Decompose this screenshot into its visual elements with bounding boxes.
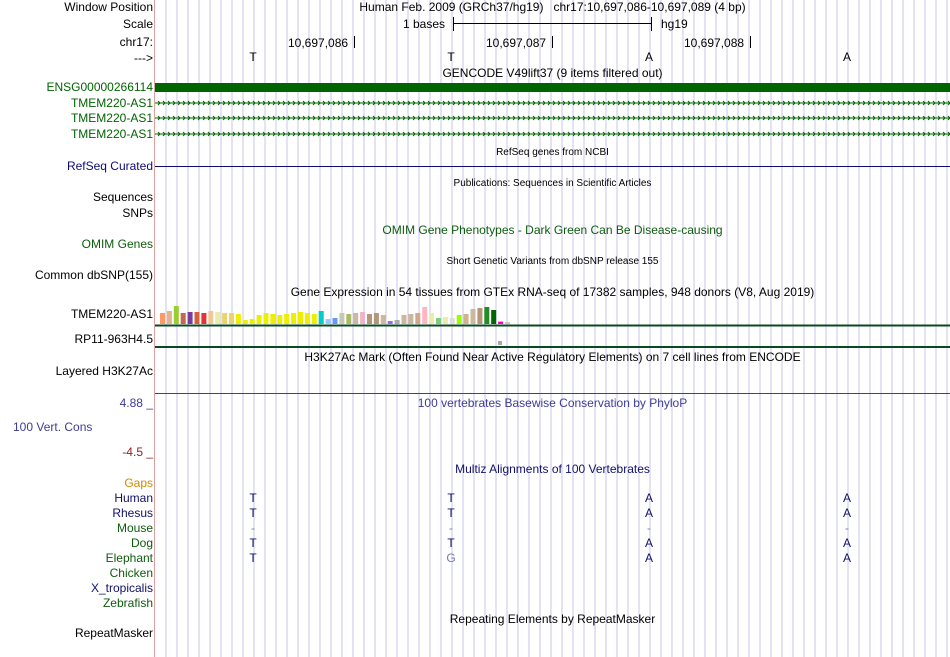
gtex-tissue-bar[interactable] <box>339 313 344 324</box>
refseq-line[interactable] <box>155 166 950 167</box>
gtex-tissue-bar[interactable] <box>498 322 503 324</box>
gtex-tissue-bar[interactable] <box>484 307 489 324</box>
gencode-gene-ensg[interactable]: ENSG00000266114 <box>46 80 153 94</box>
refseq-label[interactable]: RefSeq Curated <box>66 159 153 173</box>
gtex-gene-1-line[interactable] <box>155 325 950 327</box>
gencode-transcript-3[interactable]: TMEM220-AS1 <box>70 127 153 141</box>
coord-tick-2 <box>552 36 553 48</box>
gtex-small-bar[interactable] <box>498 341 502 345</box>
gtex-tissue-bar[interactable] <box>174 306 179 324</box>
gtex-tissue-bar[interactable] <box>367 314 372 324</box>
gtex-gene-1[interactable]: TMEM220-AS1 <box>70 307 153 321</box>
species-base: T <box>249 506 257 520</box>
h3k27ac-label[interactable]: Layered H3K27Ac <box>55 364 153 378</box>
gtex-tissue-bar[interactable] <box>181 313 186 324</box>
gtex-tissue-bar[interactable] <box>402 315 407 324</box>
gtex-tissue-bar[interactable] <box>229 313 234 324</box>
gencode-transcript-lines[interactable] <box>155 96 950 144</box>
species-base: T <box>249 536 257 550</box>
gtex-tissue-bar[interactable] <box>270 314 275 324</box>
gtex-tissue-bar[interactable] <box>471 309 476 324</box>
gtex-tissue-bar[interactable] <box>450 318 455 324</box>
gtex-tissue-bar[interactable] <box>277 315 282 324</box>
multiz-track-title[interactable]: Multiz Alignments of 100 Vertebrates <box>455 462 650 476</box>
gtex-tissue-bar[interactable] <box>284 314 289 324</box>
gtex-tissue-bar[interactable] <box>243 320 248 324</box>
species-base: A <box>842 491 851 505</box>
ref-base-3: A <box>644 50 653 64</box>
gtex-tissue-bar[interactable] <box>188 312 193 324</box>
species-base: A <box>842 536 851 550</box>
species-base: A <box>644 491 653 505</box>
species-label[interactable]: Elephant <box>105 551 153 565</box>
window-position-text: Human Feb. 2009 (GRCh37/hg19) chr17:10,697,086-10,697,089 (4 bp) <box>359 0 746 14</box>
gtex-tissue-bar[interactable] <box>395 320 400 324</box>
conservation-track-title[interactable]: 100 vertebrates Basewise Conservation by PhyloP <box>417 396 688 410</box>
ref-base-1: T <box>249 50 257 64</box>
gtex-tissue-bar[interactable] <box>353 313 358 324</box>
gtex-tissue-bar[interactable] <box>319 311 324 324</box>
species-base: T <box>447 506 455 520</box>
species-base: A <box>842 551 851 565</box>
species-label[interactable]: Zebrafish <box>102 596 153 610</box>
repeatmasker-track-title[interactable]: Repeating Elements by RepeatMasker <box>449 612 656 626</box>
species-base: A <box>644 506 653 520</box>
scale-text: 1 bases <box>403 17 446 31</box>
conservation-min: -4.5 _ <box>122 445 153 459</box>
species-base: T <box>249 551 257 565</box>
publications-snps-label[interactable]: SNPs <box>122 206 153 220</box>
gtex-tissue-bar[interactable] <box>264 313 269 324</box>
ref-base-2: T <box>447 50 455 64</box>
gtex-tissue-bar[interactable] <box>408 314 413 324</box>
gtex-expression-bars[interactable] <box>155 300 950 348</box>
species-label[interactable]: X_tropicalis <box>90 581 153 595</box>
gtex-tissue-bar[interactable] <box>422 307 427 324</box>
gtex-tissue-bar[interactable] <box>436 318 441 324</box>
ref-base-4: A <box>842 50 851 64</box>
gtex-tissue-bar[interactable] <box>298 312 303 324</box>
gtex-tissue-bar[interactable] <box>167 311 172 324</box>
species-label[interactable]: Dog <box>130 536 153 550</box>
species-base: A <box>644 536 653 550</box>
gtex-tissue-bar[interactable] <box>374 313 379 324</box>
gtex-tissue-bar[interactable] <box>464 314 469 324</box>
gtex-tissue-bar[interactable] <box>443 317 448 324</box>
gtex-tissue-bar[interactable] <box>326 319 331 324</box>
publications-sequences-label[interactable]: Sequences <box>92 190 153 204</box>
h3k27ac-track-title[interactable]: H3K27Ac Mark (Often Found Near Active Regulatory Elements) on 7 cell lines from ENCODE <box>304 350 801 364</box>
dbsnp-label[interactable]: Common dbSNP(155) <box>34 268 153 282</box>
coord-label-2: 10,697,087 <box>486 36 547 50</box>
h3k27ac-baseline <box>155 393 950 394</box>
dbsnp-track-title[interactable]: Short Genetic Variants from dbSNP release 155 <box>446 256 659 267</box>
species-base: - <box>449 521 453 535</box>
gencode-track-title[interactable]: GENCODE V49lift37 (9 items filtered out) <box>442 66 663 80</box>
species-base: T <box>447 491 455 505</box>
publications-track-title[interactable]: Publications: Sequences in Scientific Articles <box>453 178 652 189</box>
scale-bar <box>453 23 651 24</box>
omim-label[interactable]: OMIM Genes <box>81 237 153 251</box>
gtex-tissue-bar[interactable] <box>195 312 200 324</box>
multiz-gaps-label[interactable]: Gaps <box>124 476 153 490</box>
omim-track-title[interactable]: OMIM Gene Phenotypes - Dark Green Can Be Disease-causing <box>382 223 723 237</box>
gtex-gene-2[interactable]: RP11-963H4.5 <box>74 332 153 346</box>
coord-label-1: 10,697,086 <box>288 36 349 50</box>
gtex-tissue-bar[interactable] <box>429 313 434 324</box>
coord-tick-3 <box>750 36 751 48</box>
coord-label-3: 10,697,088 <box>684 36 745 50</box>
gtex-track-title[interactable]: Gene Expression in 54 tissues from GTEx RNA-seq of 17382 samples, 948 donors (V8, Aug 2019) <box>290 285 815 299</box>
gtex-tissue-bar[interactable] <box>201 313 206 324</box>
species-base: A <box>842 506 851 520</box>
gencode-gene-bar[interactable] <box>155 83 950 92</box>
gtex-tissue-bar[interactable] <box>505 322 510 324</box>
species-label[interactable]: Chicken <box>109 566 153 580</box>
gtex-tissue-bar[interactable] <box>388 321 393 324</box>
gtex-tissue-bar[interactable] <box>236 314 241 324</box>
gtex-tissue-bar[interactable] <box>208 311 213 324</box>
gencode-transcript-1[interactable]: TMEM220-AS1 <box>70 96 153 110</box>
scale-bar-left-tick <box>453 17 454 31</box>
species-label[interactable]: Mouse <box>116 521 153 535</box>
species-base: - <box>647 521 651 535</box>
gtex-tissue-bar[interactable] <box>491 310 496 324</box>
gtex-tissue-bar[interactable] <box>215 312 220 324</box>
gencode-transcript-2[interactable]: TMEM220-AS1 <box>70 111 153 125</box>
species-label[interactable]: Rhesus <box>112 506 153 520</box>
gtex-tissue-bar[interactable] <box>381 315 386 324</box>
repeatmasker-label[interactable]: RepeatMasker <box>74 626 153 640</box>
strand-label[interactable]: ---> <box>134 51 153 65</box>
chrom-label: chr17: <box>119 35 153 49</box>
gtex-tissue-bar[interactable] <box>222 313 227 324</box>
gtex-tissue-bar[interactable] <box>346 314 351 324</box>
gtex-tissue-bar[interactable] <box>312 314 317 324</box>
gtex-tissue-bar[interactable] <box>250 319 255 324</box>
gtex-tissue-bar[interactable] <box>477 308 482 324</box>
window-position-label: Window Position <box>64 0 153 14</box>
gtex-tissue-bar[interactable] <box>160 313 165 324</box>
species-base: T <box>249 491 257 505</box>
gtex-tissue-bar[interactable] <box>291 313 296 324</box>
assembly-label: hg19 <box>661 17 688 31</box>
refseq-track-title[interactable]: RefSeq genes from NCBI <box>496 147 609 158</box>
species-base: - <box>251 521 255 535</box>
species-base: T <box>447 536 455 550</box>
gtex-tissue-bar[interactable] <box>257 315 262 324</box>
scale-bar-right-tick <box>651 17 652 31</box>
species-base: - <box>845 521 849 535</box>
gtex-tissue-bar[interactable] <box>333 318 338 324</box>
species-base: A <box>644 551 653 565</box>
conservation-max: 4.88 _ <box>119 396 153 410</box>
scale-label: Scale <box>122 17 153 31</box>
species-base: G <box>446 551 456 565</box>
gtex-tissue-bar[interactable] <box>360 312 365 324</box>
gtex-tissue-bar[interactable] <box>415 313 420 324</box>
coord-tick-1 <box>354 36 355 48</box>
species-label[interactable]: Human <box>114 491 153 505</box>
gtex-tissue-bar[interactable] <box>457 315 462 324</box>
conservation-label[interactable]: 100 Vert. Cons <box>13 420 93 434</box>
gtex-gene-2-line[interactable] <box>155 346 950 348</box>
gtex-tissue-bar[interactable] <box>305 313 310 324</box>
